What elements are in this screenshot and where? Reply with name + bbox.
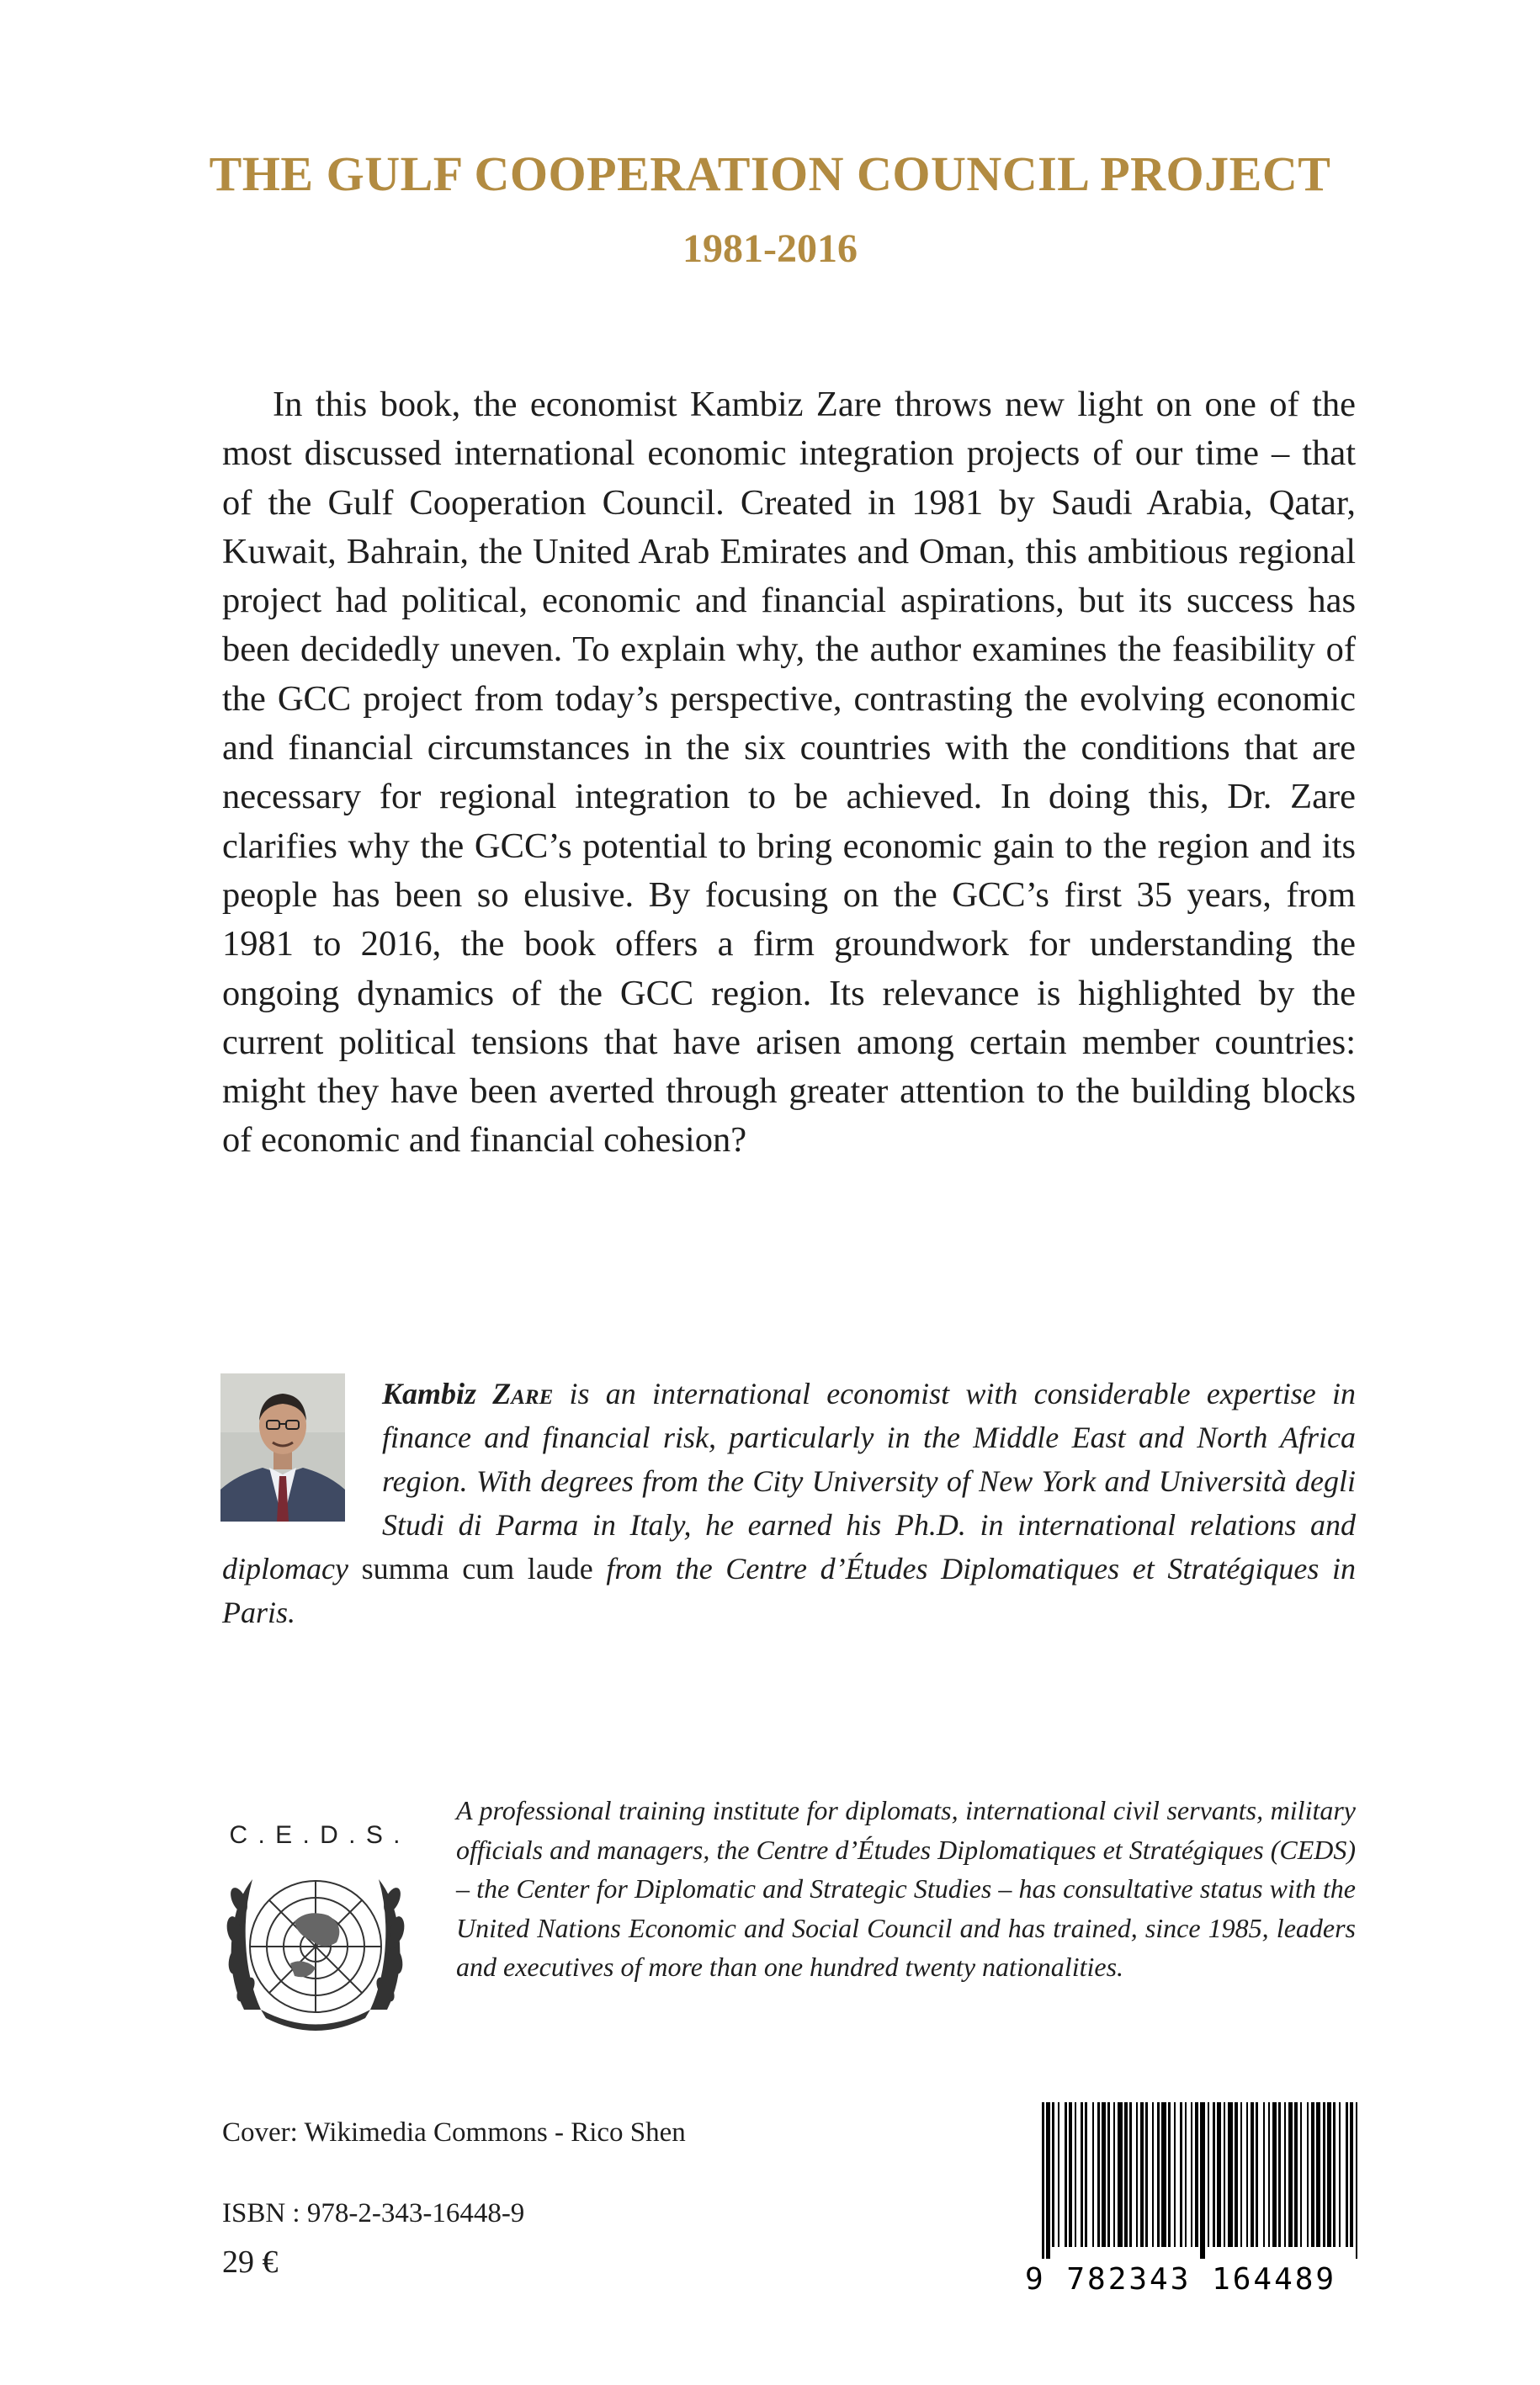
barcode-bar — [1081, 2102, 1083, 2247]
book-years: 1981-2016 — [682, 226, 858, 271]
barcode-bar — [1288, 2102, 1293, 2247]
barcode-bar — [1168, 2102, 1171, 2247]
barcode-bar — [1065, 2102, 1067, 2247]
barcode-bar — [1042, 2102, 1044, 2259]
author-bio-part1: is an international economist with considerable expertise in finance and financial risk, particularly in the Middle East and North Africa region. With degrees from the City University of New York and Università degli Studi di Parma in Italy, he earned his Ph.D. in international relations and diplomacy — [222, 1377, 1356, 1586]
isbn: ISBN : 978-2-343-16448-9 — [222, 2198, 525, 2228]
barcode-bar — [1124, 2102, 1128, 2247]
barcode-bar — [1200, 2102, 1205, 2259]
barcode-bar — [1251, 2102, 1254, 2247]
barcode-bar — [1272, 2102, 1277, 2247]
barcode-bar — [1174, 2102, 1176, 2247]
barcode-bar — [1069, 2102, 1072, 2247]
barcode-bar — [1145, 2102, 1148, 2247]
barcode-bar — [1075, 2102, 1076, 2247]
price: 29 € — [222, 2244, 279, 2280]
barcode-bar — [1228, 2102, 1233, 2247]
barcode-bar — [1157, 2102, 1160, 2247]
barcode-bar — [1300, 2102, 1302, 2247]
barcode-bar — [1107, 2102, 1110, 2247]
barcode-bar — [1224, 2102, 1225, 2247]
author-first-name: Kambiz — [382, 1377, 477, 1410]
barcode — [1025, 2102, 1362, 2297]
ceds-emblem-icon — [210, 1808, 421, 2043]
barcode-bar — [1235, 2102, 1238, 2247]
barcode-bar — [1129, 2102, 1132, 2247]
book-title: THE GULF COOPERATION COUNCIL PROJECT — [209, 146, 1331, 201]
barcode-bar — [1246, 2102, 1248, 2247]
barcode-bar — [1118, 2102, 1123, 2247]
barcode-bar — [1085, 2102, 1087, 2247]
barcode-bar — [1092, 2102, 1094, 2247]
barcode-digits: 9 782343 164489 — [1025, 2262, 1337, 2297]
barcode-bar — [1346, 2102, 1348, 2247]
barcode-bar — [1316, 2102, 1320, 2247]
photo-spacer — [222, 1372, 382, 1506]
barcode-bar — [1113, 2102, 1115, 2247]
barcode-bar — [1213, 2102, 1215, 2247]
barcode-bar — [1284, 2102, 1286, 2247]
ceds-logo — [210, 1808, 421, 2043]
barcode-bar — [1339, 2102, 1341, 2247]
barcode-bar — [1052, 2102, 1054, 2247]
barcode-bar — [1278, 2102, 1281, 2247]
barcode-bar — [1240, 2102, 1242, 2247]
book-summary: In this book, the economist Kambiz Zare throws new light on one of the most discussed international economic integration projects of our time – that of the Gulf Cooperation Council. Created in 1981 by Saudi Arabia, Qatar, Kuwait, Bahrain, the United Arab Emirates and Oman, this ambitious regional project had political, economic and financial aspirations, but its success has been decidedly uneven. To explain why, the author examines the feasibility of the GCC project from today’s perspective, contrasting the evolving economic and financial circumstances in the six countries with the conditions that are necessary for regional integration to be achieved. In doing this, Dr. Zare clarifies why the GCC’s potential to bring economic gain to the region and its people has been so elusive. By focusing on the GCC’s first 35 years, from 1981 to 2016, the book offers a firm groundwork for understanding the ongoing dynamics of the GCC region. Its relevance is highlighted by the current political tensions that have arisen among certain member countries: might they have been averted through greater attention to the building blocks of economic and financial cohesion? — [222, 385, 1356, 1161]
barcode-bar — [1140, 2102, 1144, 2247]
barcode-bar — [1327, 2102, 1331, 2247]
author-bio-latin: summa cum laude — [348, 1552, 607, 1586]
barcode-bar — [1180, 2102, 1182, 2247]
barcode-bar — [1195, 2102, 1198, 2247]
barcode-bar — [1323, 2102, 1325, 2247]
barcode-bar — [1333, 2102, 1336, 2247]
barcode-bar — [1263, 2102, 1265, 2247]
barcode-bar — [1208, 2102, 1209, 2247]
barcode-bar — [1268, 2102, 1270, 2247]
author-bio-part2: from the Centre d’Études Diplomatiques et Stratégiques in Paris. — [222, 1552, 1356, 1629]
barcode-bar — [1185, 2102, 1187, 2247]
ceds-logo-text: C . E . D . S . — [229, 1821, 402, 1849]
barcode-bars — [1042, 2102, 1362, 2259]
author-surname: Zare — [492, 1377, 554, 1410]
barcode-bar — [1191, 2102, 1192, 2247]
barcode-bar — [1294, 2102, 1298, 2247]
barcode-bar — [1097, 2102, 1100, 2247]
barcode-bar — [1307, 2102, 1309, 2247]
barcode-bar — [1136, 2102, 1138, 2247]
cover-credit: Cover: Wikimedia Commons - Rico Shen — [222, 2117, 686, 2148]
barcode-bar — [1350, 2102, 1353, 2247]
ceds-description: A professional training institute for diplomats, international civil servants, military officials and managers, the Centre d’Études Diplomatiques et Stratégiques (CEDS) – the Center for Diplomatic and Strategic Studies – has consultative status with the United Nations Economic and Social Council and has trained, since 1985, leaders and executives of more than one hundred twenty nationalities. — [456, 1795, 1356, 1982]
barcode-bar — [1256, 2102, 1258, 2247]
barcode-bar — [1161, 2102, 1166, 2247]
barcode-bar — [1046, 2102, 1050, 2259]
barcode-bar — [1356, 2102, 1357, 2259]
barcode-bar — [1152, 2102, 1154, 2247]
barcode-bar — [1217, 2102, 1221, 2247]
barcode-bar — [1102, 2102, 1106, 2247]
barcode-bar — [1058, 2102, 1059, 2247]
barcode-bar — [1311, 2102, 1314, 2247]
author-bio — [222, 1372, 1356, 1634]
